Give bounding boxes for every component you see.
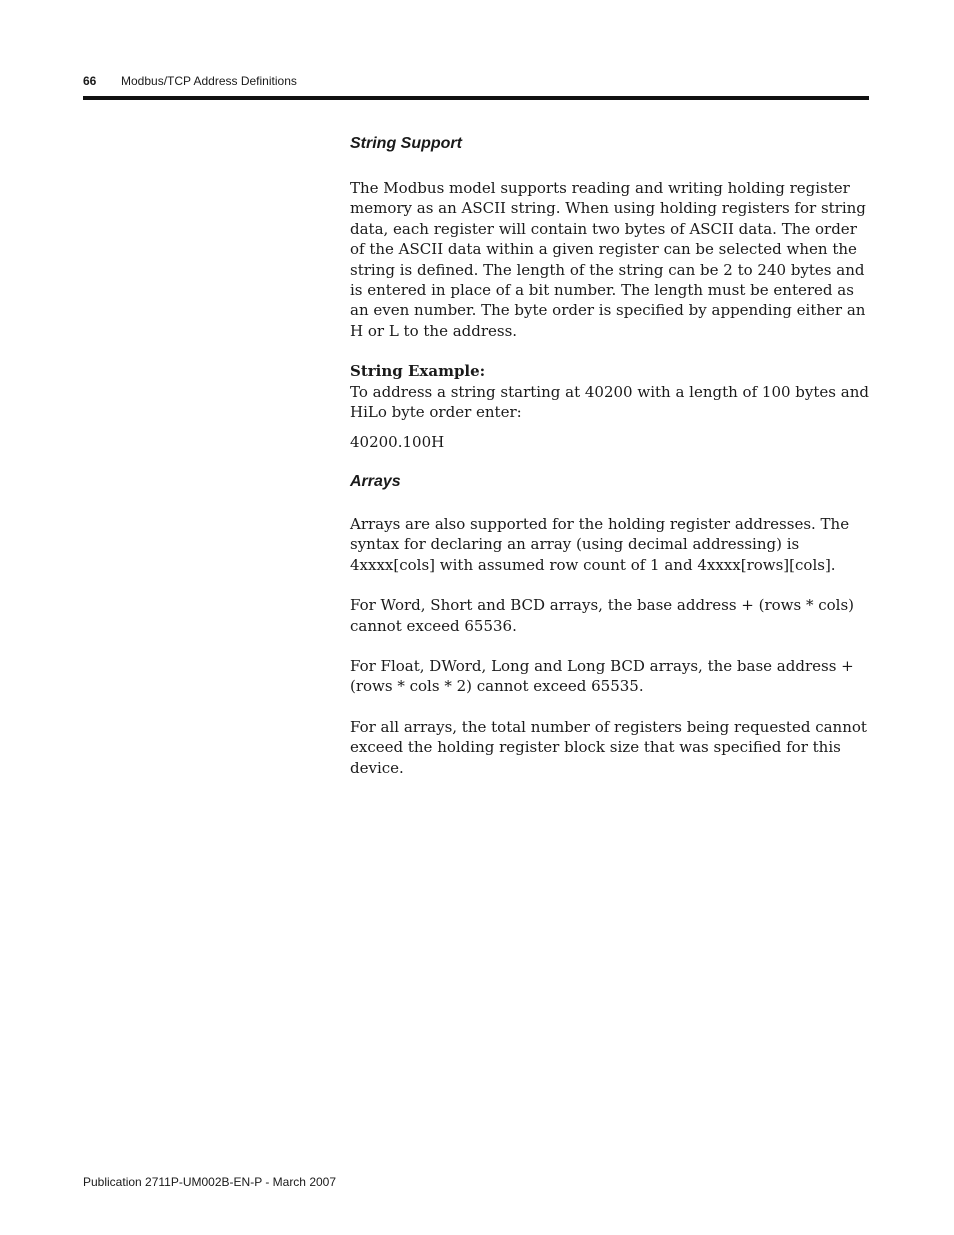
arrays-paragraph-2: For Word, Short and BCD arrays, the base address + (rows * cols) cannot exceed 65536. bbox=[350, 596, 855, 635]
string-example-heading: String Example: bbox=[350, 362, 486, 381]
page-footer: Publication 2711P-UM002B-EN-P - March 2007 bbox=[83, 1175, 337, 1189]
main-content bbox=[350, 134, 870, 778]
section-title-arrays: Arrays bbox=[350, 472, 401, 490]
page-header bbox=[83, 72, 869, 92]
arrays-paragraph-1: Arrays are also supported for the holding register addresses. The syntax for declaring an array (using decimal addressing) is 4xxxx[cols] with assumed row count of 1 and 4xxxx[rows][cols]. bbox=[350, 514, 850, 574]
section-title-string-support: String Support bbox=[350, 135, 462, 152]
arrays-paragraph-4: For all arrays, the total number of registers being requested cannot exceed the holding register block size that was specified for this device. bbox=[350, 717, 867, 777]
page-number: 66 bbox=[83, 74, 97, 88]
arrays-paragraph-3: For Float, DWord, Long and Long BCD arrays, the base address + (rows * cols * 2) cannot exceed 65535. bbox=[350, 656, 854, 696]
string-example-value: 40200.100H bbox=[350, 433, 445, 452]
string-example-text: To address a string starting at 40200 with a length of 100 bytes and HiLo byte order enter: bbox=[350, 382, 869, 422]
string-support-paragraph: The Modbus model supports reading and writing holding register memory as an ASCII string. When using holding registers for string data, each register will contain two bytes of ASCII data. The order of the ASCII data within a given register can be selected when the string is defined. The length of the string can be 2 to 240 bytes and is entered in place of a bit number. The length must be entered as an even number. The byte order is specified by appending either an H or L to the address. bbox=[350, 179, 866, 340]
header-rule bbox=[83, 96, 869, 100]
chapter-title: Modbus/TCP Address Definitions bbox=[121, 74, 297, 88]
